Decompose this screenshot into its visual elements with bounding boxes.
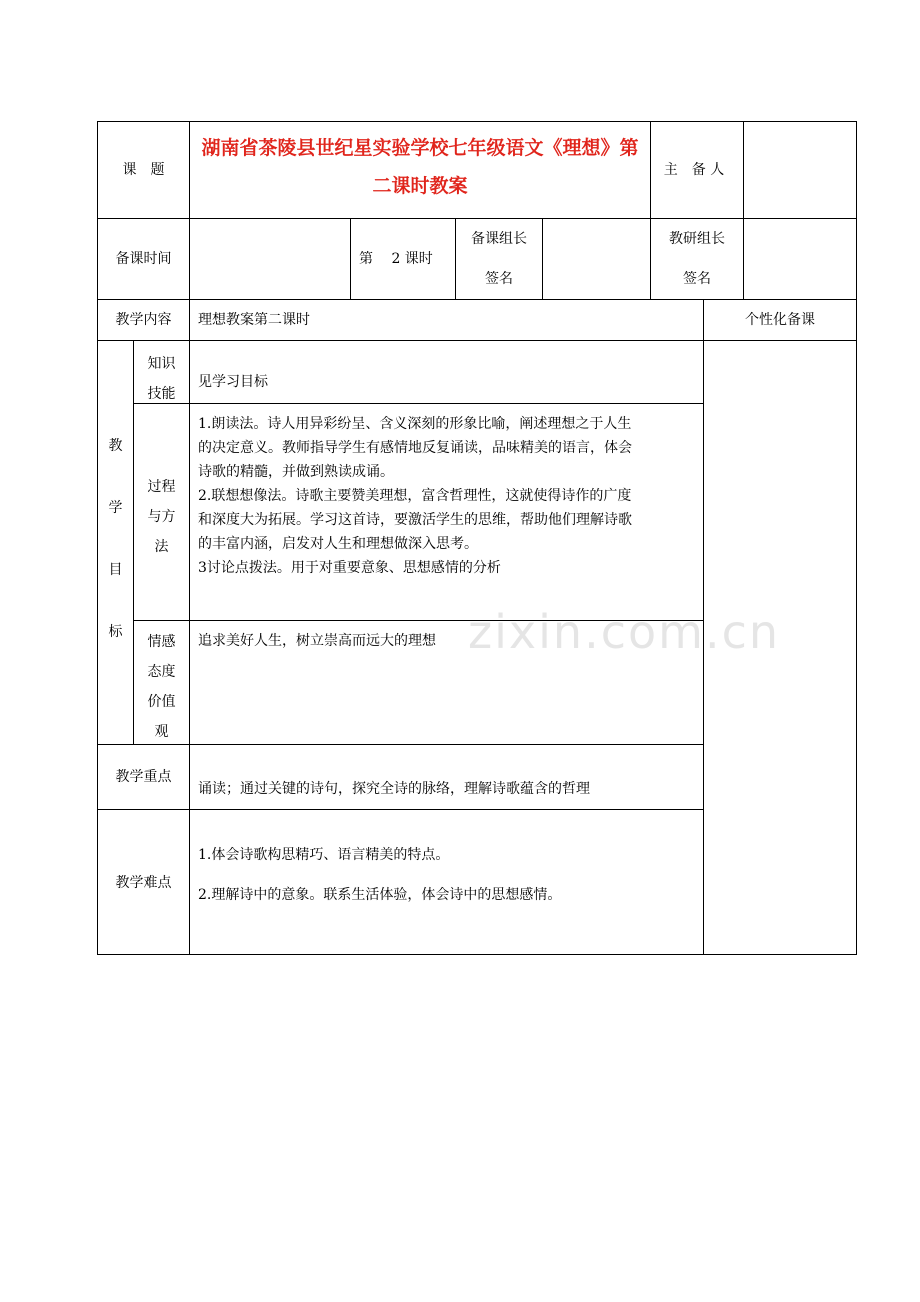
label-line: 过程 xyxy=(147,479,176,495)
knowledge-skills-text: 见学习目标 xyxy=(198,374,268,390)
text-line: 的决定意义。教师指导学生有感情地反复诵读，品味精美的语言，体会 xyxy=(198,440,632,456)
table-rule xyxy=(542,218,543,299)
table-rule xyxy=(97,340,857,341)
process-methods-label xyxy=(134,472,189,562)
research-leader-label: 教研组长 xyxy=(669,231,725,247)
table-border-right xyxy=(856,121,857,955)
process-methods-text xyxy=(198,412,702,580)
text-line: 诗歌的精髓，并做到熟读成诵。 xyxy=(198,464,394,480)
text-line: 的丰富内涵，启发对人生和理想做深入思考。 xyxy=(198,536,478,552)
table-rule xyxy=(350,218,351,299)
label-line: 态度 xyxy=(147,664,176,680)
prep-time-label: 备课时间 xyxy=(115,251,172,267)
table-rule xyxy=(743,121,744,299)
personalized-prep-label: 个性化备课 xyxy=(745,312,815,328)
table-rule xyxy=(133,403,703,404)
text-line: 3讨论点拨法。用于对重要意象、思想感情的分析 xyxy=(198,560,501,576)
difficult-points-label: 教学难点 xyxy=(115,875,172,891)
text-line: 1.朗读法。诗人用异彩纷呈、含义深刻的形象比喻，阐述理想之于人生 xyxy=(198,416,632,432)
table-rule xyxy=(97,809,703,810)
key-points-text: 诵读；通过关键的诗句，探究全诗的脉络，理解诗歌蕴含的哲理 xyxy=(198,781,590,797)
label-line: 与方 xyxy=(147,509,176,525)
emotion-values-text: 追求美好人生，树立崇高而远大的理想 xyxy=(198,633,436,649)
teaching-content-value: 理想教案第二课时 xyxy=(198,312,310,328)
teaching-content-label: 教学内容 xyxy=(115,312,172,328)
table-border-bottom xyxy=(97,954,857,955)
period-label: 第 2 课时 xyxy=(359,251,433,267)
table-rule xyxy=(189,121,190,340)
table-rule xyxy=(189,340,190,954)
table-rule xyxy=(97,299,857,300)
label-line: 法 xyxy=(154,539,169,555)
difficult-point-item: 1.体会诗歌构思精巧、语言精美的特点。 xyxy=(198,847,450,863)
label-line: 技能 xyxy=(147,386,176,402)
group-leader-sign-label: 签名 xyxy=(485,271,513,287)
lesson-title: 湖南省茶陵县世纪星实验学校七年级语文《理想》第二课时教案 xyxy=(201,137,639,197)
goals-label-char: 标 xyxy=(108,624,123,640)
emotion-values-label xyxy=(134,627,189,747)
group-leader-label: 备课组长 xyxy=(471,231,527,247)
label-line: 知识 xyxy=(147,356,176,372)
text-line: 和深度大为拓展。学习这首诗，要激活学生的思维，帮助他们理解诗歌 xyxy=(198,512,632,528)
label-line: 价值 xyxy=(147,694,176,710)
label-line: 观 xyxy=(154,724,169,740)
knowledge-skills-label xyxy=(134,349,189,409)
preparer-label: 主 备 人 xyxy=(663,162,725,178)
label-line: 情感 xyxy=(147,634,176,650)
goals-label-char: 目 xyxy=(108,562,123,578)
teaching-goals-label xyxy=(98,432,133,680)
goals-label-char: 教 xyxy=(108,438,123,454)
text-line: 2.联想想像法。诗歌主要赞美理想，富含哲理性，这就使得诗作的广度 xyxy=(198,488,632,504)
key-points-label: 教学重点 xyxy=(115,769,172,785)
goals-label-char: 学 xyxy=(108,500,123,516)
difficult-point-item: 2.理解诗中的意象。联系生活体验，体会诗中的思想感情。 xyxy=(198,887,562,903)
watermark: zixin.com.cn xyxy=(468,605,781,659)
research-leader-sign-label: 签名 xyxy=(683,271,711,287)
topic-label: 课 题 xyxy=(122,162,165,178)
